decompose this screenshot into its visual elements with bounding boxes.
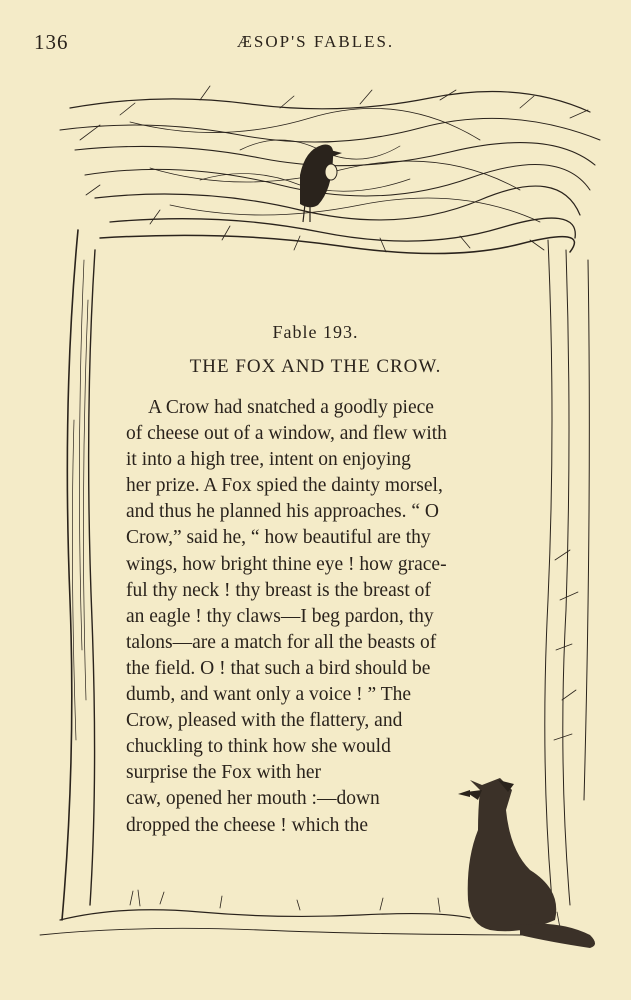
text-line: talons—are a match for all the beasts of [126,631,437,653]
text-line: chuckling to think how she would [126,736,391,758]
text-line: and thus he planned his approaches. “ O [126,501,439,523]
text-line: an eagle ! thy claws—I beg pardon, thy [126,605,434,627]
fable-text [126,395,496,839]
text-line: A Crow had snatched a goodly piece [148,397,434,418]
cheese-icon [325,164,337,180]
text-line: dropped the cheese ! which the [126,814,369,836]
text-line: ful thy neck ! thy breast is the breast of [126,579,431,601]
text-line: it into a high tree, intent on enjoying [126,449,411,471]
text-line: the field. O ! that such a bird should be [126,657,431,679]
text-line: of cheese out of a window, and flew with [126,423,447,445]
text-line: her prize. A Fox spied the dainty morsel, [126,475,443,497]
fable-number: Fable 193. [272,322,359,342]
text-line: surprise the Fox with her [126,762,321,784]
fable-title: THE FOX AND THE CROW. [189,356,442,377]
text-line: Crow,” said he, “ how beautiful are thy [126,527,431,549]
page-number: 136 [34,30,69,54]
text-line: caw, opened her mouth :—down [126,788,380,810]
text-line: dumb, and want only a voice ! ” The [126,684,412,706]
text-line: wings, how bright thine eye ! how grace- [126,553,447,575]
book-title: ÆSOP'S FABLES. [236,32,395,51]
text-line: Crow, pleased with the flattery, and [126,710,403,732]
